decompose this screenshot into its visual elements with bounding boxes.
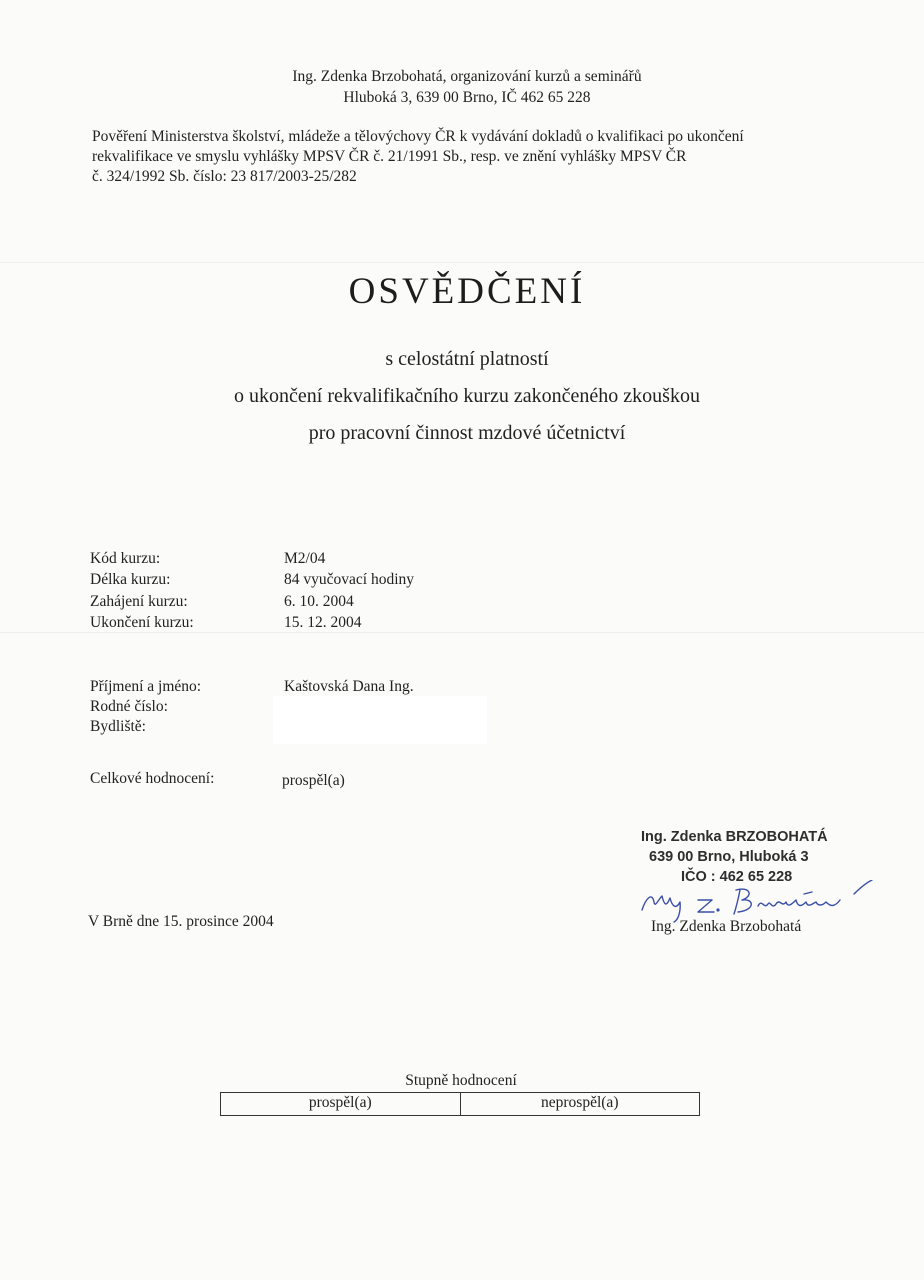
paper-fold-line [0,262,924,263]
course-code-value: M2/04 [284,550,326,567]
authorization-line: č. 324/1992 Sb. číslo: 23 817/2003-25/282 [92,168,357,185]
name-value: Kaštovská Dana Ing. [284,678,414,695]
issuer-stamp [641,827,841,887]
issuer-name-line: Ing. Zdenka Brzobohatá, organizování kurzů a seminářů [292,68,642,85]
course-start-label: Zahájení kurzu: [90,593,188,610]
grade-pass: prospěl(a) [308,1094,372,1111]
place-and-date: V Brně dne 15. prosince 2004 [88,913,274,930]
signer-name: Ing. Zdenka Brzobohatá [651,918,802,935]
authorization-paragraph [92,127,844,187]
issuer-header [0,66,924,108]
document-title: OSVĚDČENÍ [348,271,586,312]
course-code-label: Kód kurzu: [90,550,161,567]
subtitle-line: o ukončení rekvalifikačního kurzu zakončeného zkouškou [234,385,700,407]
course-length-value: 84 vyučovací hodiny [284,571,415,588]
subtitle-line: pro pracovní činnost mzdové účetnictví [308,422,626,444]
name-label: Příjmení a jméno: [90,678,202,695]
authorization-line: Pověření Ministerstva školství, mládeže a tělovýchovy ČR k vydávání dokladů o kvalifikaci po ukončení [92,128,744,145]
document-subtitle [0,341,924,452]
stamp-line: IČO : 462 65 228 [681,869,793,885]
course-end-value: 15. 12. 2004 [284,614,362,631]
evaluation-value: prospěl(a) [282,772,345,789]
subtitle-line: s celostátní platností [385,348,549,370]
redaction-box [273,696,487,744]
evaluation-label: Celkové hodnocení: [90,770,215,787]
grade-scale-caption: Stupně hodnocení [405,1072,517,1089]
birth-number-label: Rodné číslo: [90,698,168,715]
stamp-line: Ing. Zdenka BRZOBOHATÁ [641,829,828,845]
grade-scale-table [220,1092,700,1116]
authorization-line: rekvalifikace ve smyslu vyhlášky MPSV ČR č. 21/1991 Sb., resp. ve znění vyhlášky MPSV ČR [92,148,687,165]
issuer-address-line: Hluboká 3, 639 00 Brno, IČ 462 65 228 [343,89,591,106]
course-start-value: 6. 10. 2004 [284,593,354,610]
grade-fail: neprospěl(a) [460,1093,700,1115]
course-end-label: Ukončení kurzu: [90,614,194,631]
course-length-label: Délka kurzu: [90,571,171,588]
address-label: Bydliště: [90,718,146,735]
stamp-line: 639 00 Brno, Hluboká 3 [649,849,809,865]
